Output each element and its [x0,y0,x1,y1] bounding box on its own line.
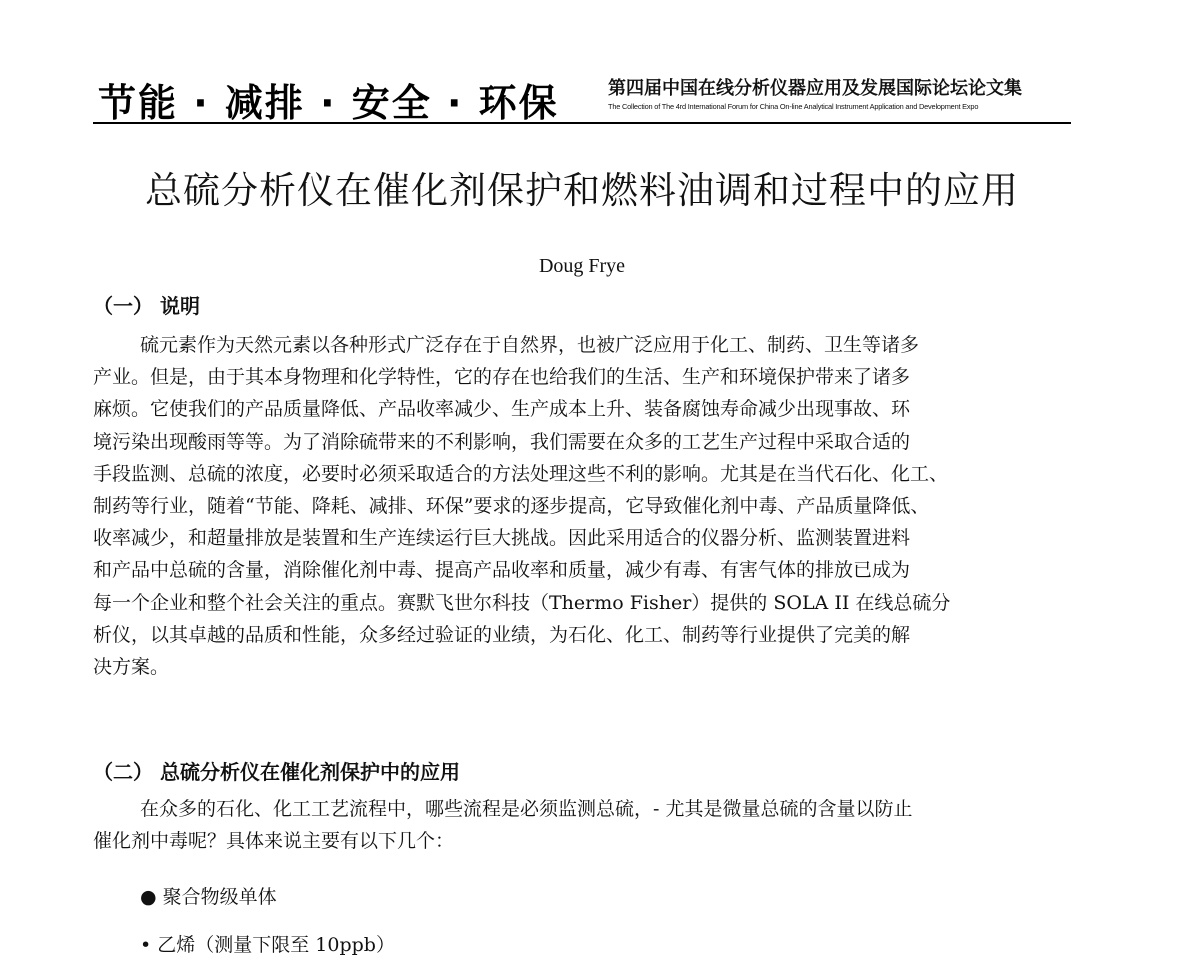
paragraph-line: 每一个企业和整个社会关注的重点。赛默飞世尔科技（Thermo Fisher）提供的 SOLA II 在线总硫分 [93,591,951,614]
paragraph-line: 产业。但是，由于其本身物理和化学特性，它的存在也给我们的生活、生产和环境保护带来了诸多 [93,366,911,389]
conference-title-en: The Collection of The 4rd International Forum for China On-line Analytical Instrument Application and Development Expo [608,102,979,111]
paragraph-line: 硫元素作为天然元素以各种形式广泛存在于自然界，也被广泛应用于化工、制药、卫生等诸多 [140,334,920,356]
running-header [93,62,1071,124]
conference-title-cn: 第四届中国在线分析仪器应用及发展国际论坛论文集 [608,78,1022,99]
section2-paragraph [93,793,1071,857]
list-item: ● 聚合物级单体 [140,886,277,908]
header-slogan: 节能 · 减排 · 安全 · 环保 [98,81,559,125]
paragraph-line: 和产品中总硫的含量，消除催化剂中毒、提高产品收率和质量，减少有毒、有害气体的排放已成为 [93,559,911,582]
paragraph-line: 境污染出现酸雨等等。为了消除硫带来的不利影响，我们需要在众多的工艺生产过程中采取合适的 [93,430,911,453]
paragraph-line: 收率减少，和超量排放是装置和生产连续运行巨大挑战。因此采用适合的仪器分析、监测装置进料 [93,527,911,550]
paper-title: 总硫分析仪在催化剂保护和燃料油调和过程中的应用 [145,169,1019,212]
section-heading-catalyst-protection: （二） 总硫分析仪在催化剂保护中的应用 [93,760,460,784]
paragraph-line: 催化剂中毒呢？具体来说主要有以下几个： [93,830,455,853]
paragraph-line: 手段监测、总硫的浓度，必要时必须采取适合的方法处理这些不利的影响。尤其是在当代石化、化工、 [93,462,949,485]
paragraph-line: 在众多的石化、化工工艺流程中，哪些流程是必须监测总硫，- 尤其是微量总硫的含量以防止 [140,798,913,820]
section-heading-introduction: （一） 说明 [93,294,200,318]
list-item: • 乙烯（测量下限至 10ppb） [140,934,395,956]
paragraph-line: 析仪，以其卓越的品质和性能，众多经过验证的业绩，为石化、化工、制药等行业提供了完美的解 [93,623,911,646]
section1-paragraph [93,329,1071,683]
author-name: Doug Frye [538,255,626,277]
paragraph-line: 决方案。 [93,656,170,679]
paragraph-line: 麻烦。它使我们的产品质量降低、产品收率减少、生产成本上升、装备腐蚀寿命减少出现事故、环 [93,398,911,421]
paragraph-line: 制药等行业，随着“节能、降耗、减排、环保”要求的逐步提高，它导致催化剂中毒、产品质量降低、 [93,495,930,518]
